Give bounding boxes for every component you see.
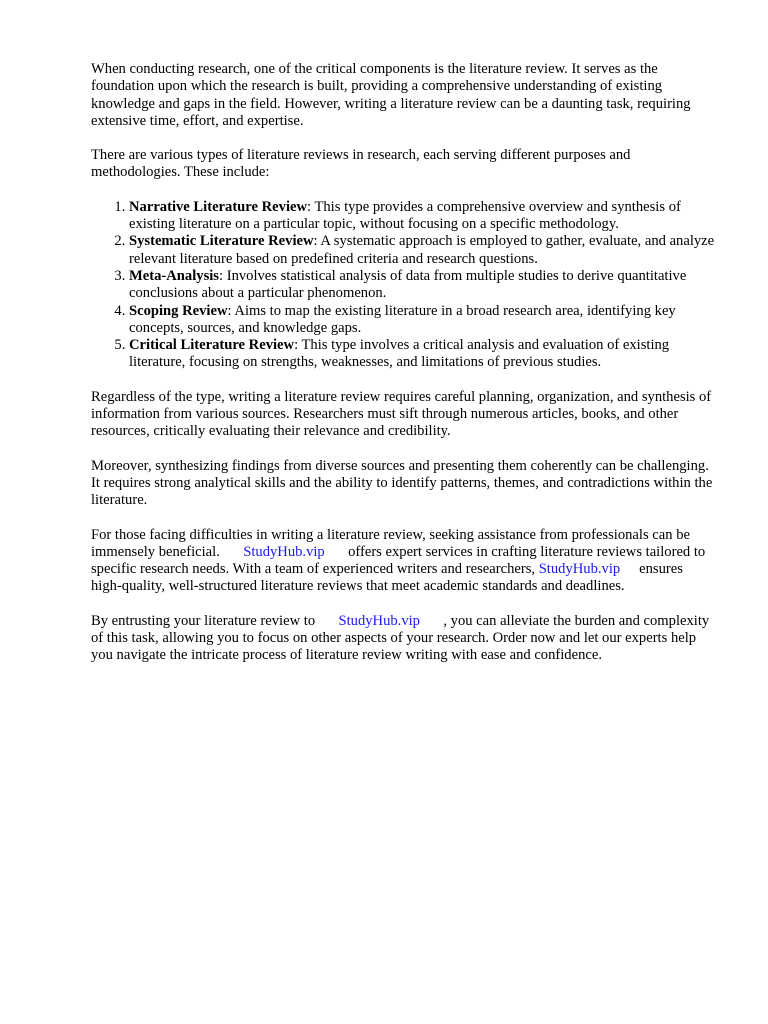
types-intro-paragraph: There are various types of literature reviews in research, each serving different purposes and methodologies. These include: <box>91 147 631 181</box>
assistance-paragraph <box>91 527 716 596</box>
list-item-term: Narrative Literature Review <box>129 198 308 215</box>
list-item <box>129 337 716 372</box>
review-types-list <box>91 199 716 372</box>
list-item-description: : A systematic approach is employed to gather, evaluate, and analyze relevant literature based on predefined criteria and research questions. <box>129 233 715 267</box>
list-item-description: : Involves statistical analysis of data from multiple studies to derive quantitative conclusions about a particular phenomenon. <box>129 267 687 302</box>
list-item-term: Critical Literature Review <box>129 337 295 354</box>
list-item <box>129 268 716 303</box>
list-item-term: Scoping Review <box>129 302 228 319</box>
list-item-term: Meta-Analysis <box>129 267 219 284</box>
intro-paragraph: When conducting research, one of the critical components is the literature review. It serves as the foundation upon which the research is built, providing a comprehensive understanding of existing knowledge and gaps in the field. However, writing a literature review can be a daunting task, requiring extensive time, effort, and expertise. <box>91 61 691 129</box>
planning-paragraph: Regardless of the type, writing a literature review requires careful planning, organization, and synthesis of information from various sources. Researchers must sift through numerous articles, books, and other resources, critically evaluating their relevance and credibility. <box>91 388 712 440</box>
closing-paragraph <box>91 613 716 665</box>
assistance-text-3: ensures high-quality, well-structured literature reviews that meet academic standards and deadlines. <box>91 561 683 595</box>
list-item-description: : This type provides a comprehensive overview and synthesis of existing literature on a particular topic, without focusing on a specific methodology. <box>129 198 681 233</box>
studyhub-link[interactable]: StudyHub.vip <box>243 543 325 560</box>
assistance-text-1: For those facing difficulties in writing a literature review, seeking assistance from professionals can be immensely beneficial. <box>91 526 690 560</box>
list-item <box>129 233 716 268</box>
assistance-text-2: offers expert services in crafting literature reviews tailored to specific research needs. With a team of experienced writers and researchers, <box>91 543 706 578</box>
closing-text-2: , you can alleviate the burden and complexity of this task, allowing you to focus on other aspects of your research. Order now and let our experts help you navigate the intricate process of literature review writing with ease and confidence. <box>91 612 710 664</box>
document-body <box>91 61 716 682</box>
list-item <box>129 199 716 234</box>
studyhub-link[interactable]: StudyHub.vip <box>338 612 420 629</box>
studyhub-link[interactable]: StudyHub.vip <box>538 561 621 578</box>
list-item <box>129 303 716 338</box>
closing-text-1: By entrusting your literature review to <box>91 612 316 629</box>
list-item-description: : Aims to map the existing literature in a broad research area, identifying key concepts, sources, and knowledge gaps. <box>129 302 676 336</box>
synthesis-paragraph: Moreover, synthesizing findings from diverse sources and presenting them coherently can be challenging. It requires strong analytical skills and the ability to identify patterns, themes, and contradictions within the literature. <box>91 457 713 509</box>
list-item-description: : This type involves a critical analysis and evaluation of existing literature, focusing on strengths, weaknesses, and limitations of previous studies. <box>129 337 670 371</box>
list-item-term: Systematic Literature Review <box>129 233 314 250</box>
